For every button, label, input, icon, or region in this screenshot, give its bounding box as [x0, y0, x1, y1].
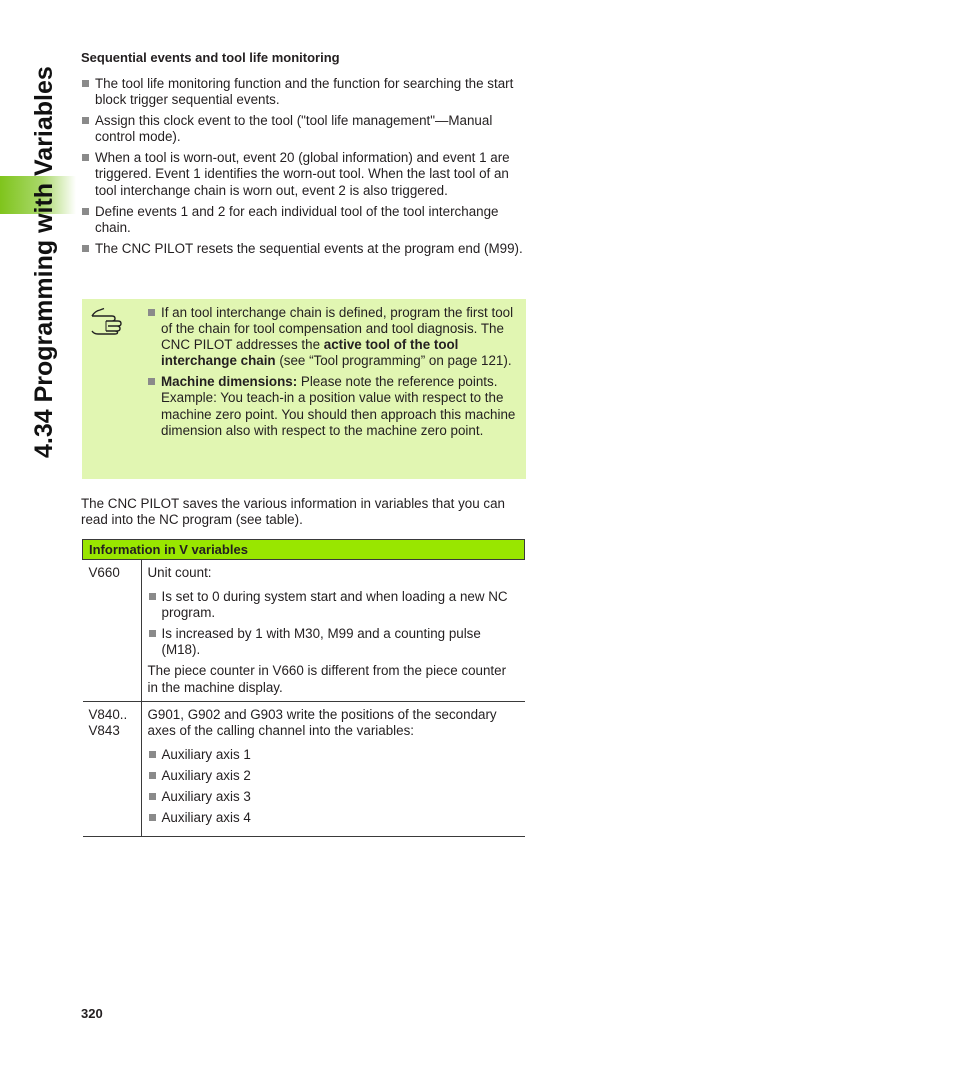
variable-range-start: V840.. — [88, 706, 128, 722]
bullet-square-icon — [149, 814, 156, 821]
list-item-text: Auxiliary axis 2 — [161, 767, 251, 783]
cell-intro: G901, G902 and G903 write the positions of the secondary axes of the calling channel into the variables: — [147, 706, 497, 738]
list-item-text: The CNC PILOT resets the sequential events at the program end (M99). — [95, 240, 523, 256]
cell-bullet-list — [148, 747, 519, 826]
bullet-list — [81, 76, 526, 262]
bullet-square-icon — [149, 593, 156, 600]
variable-cell — [83, 701, 142, 837]
description-cell — [141, 701, 525, 837]
bullet-square-icon — [149, 630, 156, 637]
list-item — [81, 113, 526, 145]
bullet-square-icon — [82, 208, 89, 215]
pointing-hand-icon — [90, 307, 126, 335]
bullet-square-icon — [148, 309, 155, 316]
section-heading: Sequential events and tool life monitoring — [81, 50, 340, 65]
cell-outro: The piece counter in V660 is different from the piece counter in the machine display. — [147, 663, 507, 695]
list-item — [148, 747, 519, 763]
cell-bullet-list — [148, 589, 519, 658]
cell-intro: Unit count: — [147, 565, 212, 580]
page-number: 320 — [81, 1006, 103, 1021]
bullet-square-icon — [149, 751, 156, 758]
variable-cell: V660 — [83, 560, 142, 702]
list-item-text: Is increased by 1 with M30, M99 and a counting pulse (M18). — [161, 626, 481, 658]
intro-paragraph: The CNC PILOT saves the various information in variables that you can read into the NC program (see table). — [81, 496, 505, 528]
note-text: (see “Tool programming” on page 121). — [275, 353, 512, 369]
list-item — [81, 76, 526, 108]
list-item-text: When a tool is worn-out, event 20 (global information) and event 1 are triggered. Event 1 identifies the worn-out tool. When the last tool of an tool interchange chain is worn out, event 2 is also triggered. — [95, 150, 510, 198]
table-row — [83, 701, 525, 837]
variable-range-end: V843 — [88, 722, 120, 738]
note-item — [148, 305, 520, 369]
list-item — [81, 204, 526, 236]
list-item-text: Auxiliary axis 1 — [161, 746, 251, 762]
note-text: If an tool interchange chain is defined, program the first tool of the chain for tool compensation and tool diagnosis. The CNC PILOT addresses the — [161, 305, 514, 353]
list-item — [148, 789, 519, 805]
note-emphasis: Machine dimensions: — [161, 374, 298, 390]
note-text: Please note the reference points. Example: You teach-in a position value with respect to the machine zero point. You should then approach this machine dimension also with respect to the machine zero point. — [161, 374, 516, 438]
list-item — [81, 241, 526, 257]
table-row — [83, 560, 525, 702]
description-cell — [141, 560, 525, 702]
list-item — [148, 810, 519, 826]
variables-table — [82, 539, 525, 837]
list-item — [148, 768, 519, 784]
list-item-text: Assign this clock event to the tool ("tool life management"—Manual control mode). — [95, 113, 493, 145]
list-item — [148, 626, 519, 658]
list-item-text: Define events 1 and 2 for each individual tool of the tool interchange chain. — [95, 203, 499, 235]
list-item-text: The tool life monitoring function and the function for searching the start block trigger sequential events. — [95, 76, 514, 108]
note-item — [148, 374, 520, 438]
bullet-square-icon — [82, 154, 89, 161]
list-item-text: Is set to 0 during system start and when loading a new NC program. — [161, 589, 508, 621]
note-emphasis: active tool of the tool interchange chain — [161, 337, 459, 369]
bullet-square-icon — [148, 378, 155, 385]
bullet-square-icon — [149, 793, 156, 800]
chapter-title: 4.34 Programming with Variables — [30, 66, 58, 458]
table-header: Information in V variables — [83, 540, 525, 560]
bullet-square-icon — [82, 117, 89, 124]
bullet-square-icon — [82, 245, 89, 252]
note-box — [82, 299, 526, 479]
bullet-square-icon — [149, 772, 156, 779]
list-item-text: Auxiliary axis 3 — [161, 789, 251, 805]
list-item — [81, 150, 526, 198]
list-item-text: Auxiliary axis 4 — [161, 810, 251, 826]
bullet-square-icon — [82, 80, 89, 87]
list-item — [148, 589, 519, 621]
